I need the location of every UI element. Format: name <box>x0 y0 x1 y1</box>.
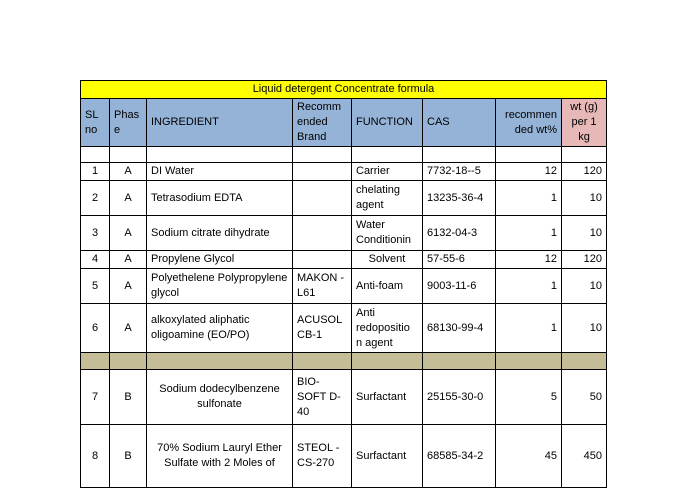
cell-function: Surfactant <box>352 370 423 425</box>
table-row <box>81 370 607 425</box>
cell-sl: 7 <box>81 370 110 425</box>
cell-phase: A <box>110 163 147 181</box>
title-row <box>81 81 607 99</box>
cell-wt: 120 <box>562 251 607 269</box>
cell-wt: 10 <box>562 269 607 304</box>
table-row <box>81 269 607 304</box>
cell-ingredient: Polyethelene Polypropylene glycol <box>147 269 293 304</box>
cell-phase: B <box>110 370 147 425</box>
cell-cas: 68585-34-2 <box>423 425 496 488</box>
header-sl: SL no <box>81 99 110 147</box>
cell-ingredient: Sodium citrate dihydrate <box>147 216 293 251</box>
cell-wt: 10 <box>562 304 607 353</box>
cell-cas: 7732-18--5 <box>423 163 496 181</box>
cell-brand <box>293 216 352 251</box>
header-function: FUNCTION <box>352 99 423 147</box>
cell-ingredient: DI Water <box>147 163 293 181</box>
cell-phase: B <box>110 425 147 488</box>
cell-phase: A <box>110 216 147 251</box>
cell-wt: 120 <box>562 163 607 181</box>
cell-phase: A <box>110 304 147 353</box>
header-wt: wt (g) per 1 kg <box>562 99 607 147</box>
cell-function: Anti-foam <box>352 269 423 304</box>
cell-sl: 2 <box>81 181 110 216</box>
cell-recommended: 12 <box>496 163 562 181</box>
cell-recommended: 1 <box>496 304 562 353</box>
cell-function: chelating agent <box>352 181 423 216</box>
header-cas: CAS <box>423 99 496 147</box>
cell-sl: 1 <box>81 163 110 181</box>
table-row <box>81 163 607 181</box>
cell-brand: BIO-SOFT D-40 <box>293 370 352 425</box>
cell-brand <box>293 251 352 269</box>
cell-brand: STEOL - CS-270 <box>293 425 352 488</box>
cell-ingredient: Tetrasodium EDTA <box>147 181 293 216</box>
cell-brand: ACUSOL CB-1 <box>293 304 352 353</box>
cell-recommended: 1 <box>496 216 562 251</box>
cell-brand: MAKON - L61 <box>293 269 352 304</box>
cell-cas: 25155-30-0 <box>423 370 496 425</box>
cell-recommended: 5 <box>496 370 562 425</box>
cell-wt: 10 <box>562 216 607 251</box>
table-row <box>81 181 607 216</box>
blank-row <box>81 147 607 163</box>
cell-recommended: 12 <box>496 251 562 269</box>
cell-recommended: 1 <box>496 269 562 304</box>
cell-brand <box>293 163 352 181</box>
cell-function: Solvent <box>352 251 423 269</box>
cell-cas: 68130-99-4 <box>423 304 496 353</box>
cell-recommended: 45 <box>496 425 562 488</box>
cell-phase: A <box>110 251 147 269</box>
cell-ingredient: 70% Sodium Lauryl Ether Sulfate with 2 Moles of <box>147 425 293 488</box>
table-row <box>81 425 607 488</box>
cell-brand <box>293 181 352 216</box>
cell-function: Surfactant <box>352 425 423 488</box>
header-brand: Recomm ended Brand <box>293 99 352 147</box>
cell-phase: A <box>110 181 147 216</box>
table-row <box>81 216 607 251</box>
cell-sl: 5 <box>81 269 110 304</box>
cell-function: Water Conditionin <box>352 216 423 251</box>
table-row <box>81 304 607 353</box>
cell-cas: 13235-36-4 <box>423 181 496 216</box>
cell-cas: 6132-04-3 <box>423 216 496 251</box>
cell-sl: 4 <box>81 251 110 269</box>
cell-cas: 57-55-6 <box>423 251 496 269</box>
cell-ingredient: Propylene Glycol <box>147 251 293 269</box>
cell-recommended: 1 <box>496 181 562 216</box>
header-ingredient: INGREDIENT <box>147 99 293 147</box>
header-phase: Phas e <box>110 99 147 147</box>
cell-cas: 9003-11-6 <box>423 269 496 304</box>
table-title: Liquid detergent Concentrate formula <box>81 81 607 99</box>
cell-sl: 6 <box>81 304 110 353</box>
formula-table <box>80 80 607 488</box>
cell-ingredient: Sodium dodecylbenzene sulfonate <box>147 370 293 425</box>
header-recommended: recommen ded wt% <box>496 99 562 147</box>
cell-sl: 3 <box>81 216 110 251</box>
cell-ingredient: alkoxylated aliphatic oligoamine (EO/PO) <box>147 304 293 353</box>
cell-function: Anti redopositio n agent <box>352 304 423 353</box>
phase-separator-row <box>81 353 607 370</box>
cell-wt: 50 <box>562 370 607 425</box>
cell-wt: 10 <box>562 181 607 216</box>
cell-sl: 8 <box>81 425 110 488</box>
table-row <box>81 251 607 269</box>
cell-function: Carrier <box>352 163 423 181</box>
cell-phase: A <box>110 269 147 304</box>
cell-wt: 450 <box>562 425 607 488</box>
header-row <box>81 99 607 147</box>
